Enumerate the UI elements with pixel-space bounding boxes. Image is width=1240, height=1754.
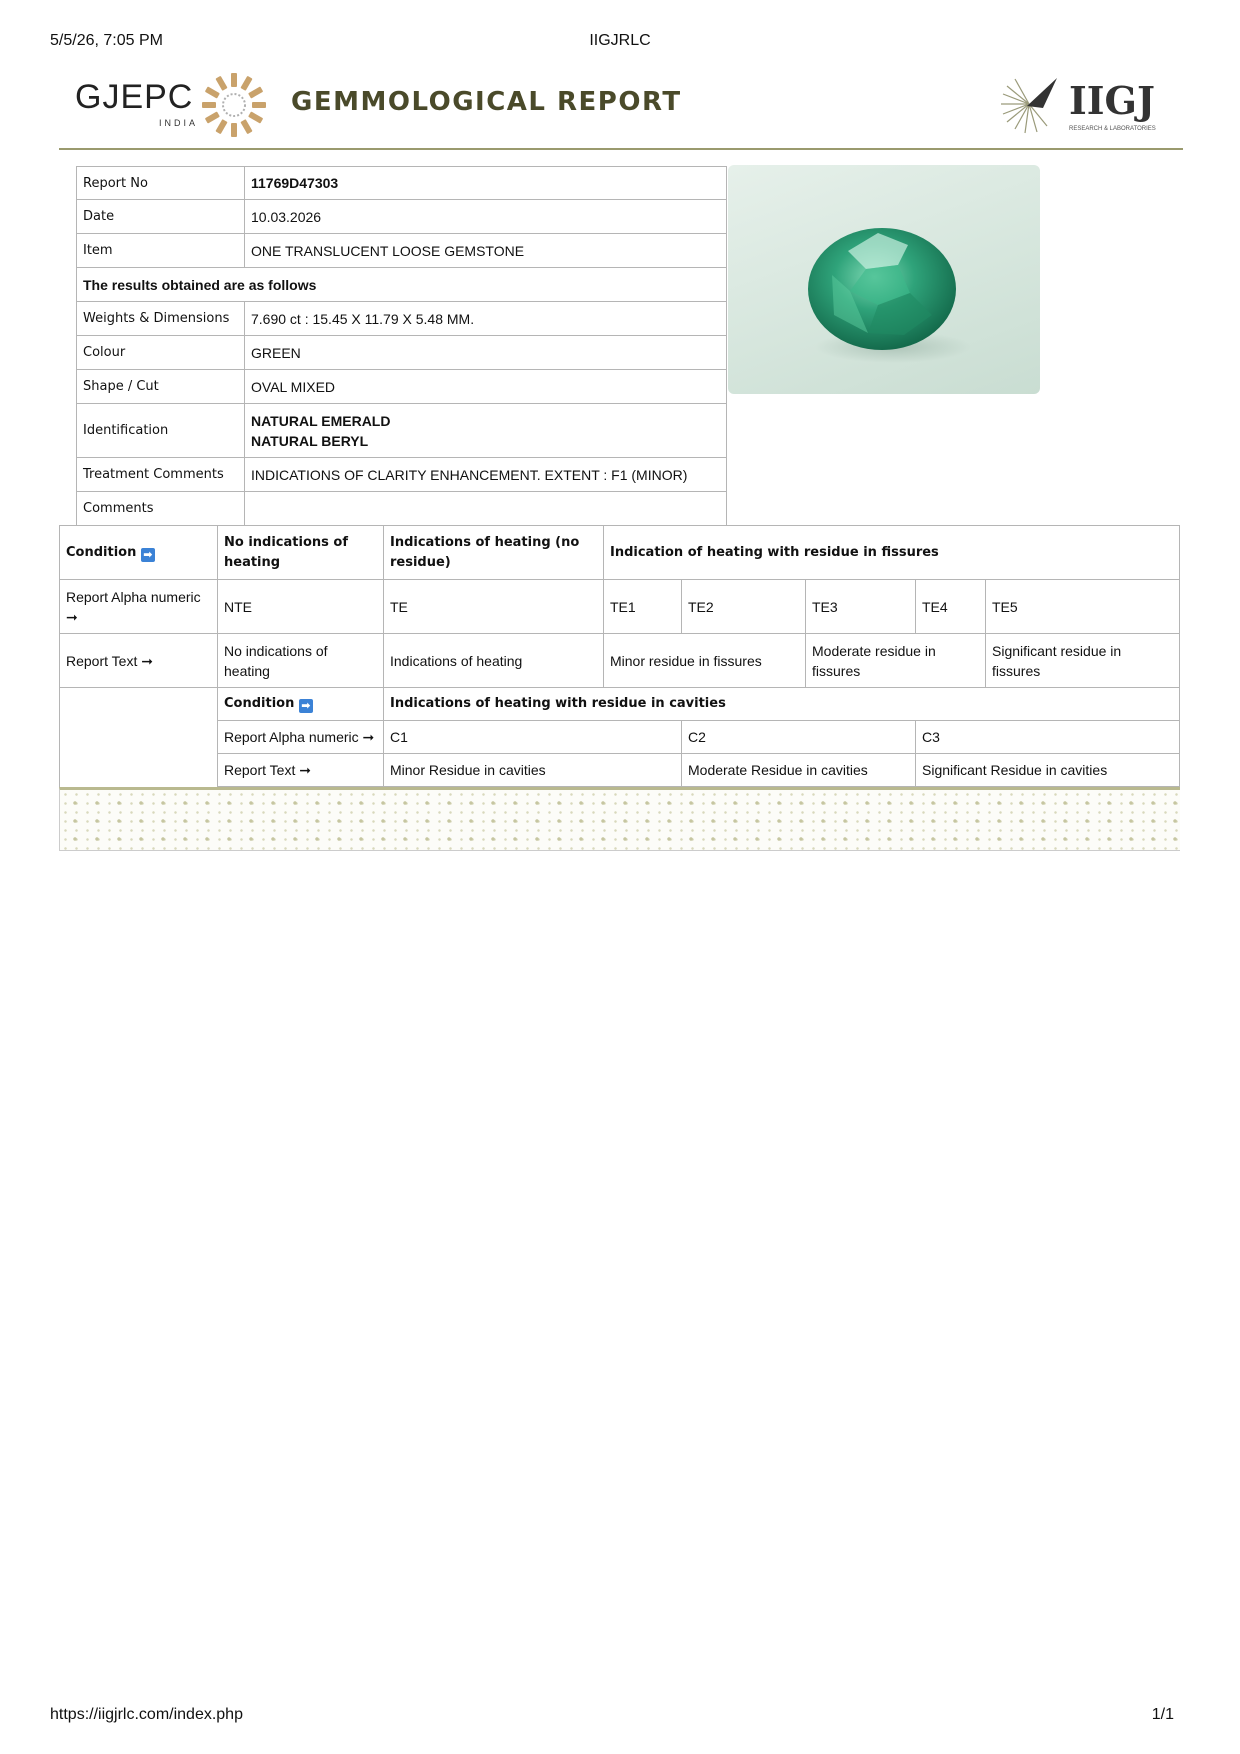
code-te3: TE3: [806, 580, 916, 634]
condition-te: Indications of heating (no residue): [384, 526, 604, 580]
arrow-right-icon: ➡: [141, 548, 155, 562]
table-row: [60, 688, 1180, 721]
condition-residue-cavities: Indications of heating with residue in cavities: [384, 688, 1180, 721]
text-te5: Significant residue in fissures: [986, 634, 1180, 688]
cavity-condition-label: [218, 688, 384, 721]
iigj-logo-text: IIGJ: [1069, 78, 1155, 123]
print-url[interactable]: https://iigjrlc.com/index.php: [50, 1706, 243, 1723]
print-datetime: 5/5/26, 7:05 PM: [50, 32, 163, 49]
text-te3-te4: Moderate residue in fissures: [806, 634, 986, 688]
item-value: ONE TRANSLUCENT LOOSE GEMSTONE: [245, 234, 727, 268]
table-row: [77, 167, 727, 200]
condition-reference-table: [59, 525, 1180, 787]
table-row: [60, 754, 1180, 787]
table-row: [77, 336, 727, 370]
text-te: Indications of heating: [384, 634, 604, 688]
treatment-label: Treatment Comments: [77, 458, 245, 492]
gjepc-logo-text: GJEPC: [75, 78, 194, 116]
shape-value: OVAL MIXED: [245, 370, 727, 404]
gjepc-logo-sub: INDIA: [159, 118, 199, 128]
table-row: [60, 634, 1180, 688]
text-nte: No indications of heating: [218, 634, 384, 688]
code-nte: NTE: [218, 580, 384, 634]
report-title: GEMMOLOGICAL REPORT: [291, 87, 682, 117]
print-header: [50, 32, 1190, 54]
code-c1: C1: [384, 721, 682, 754]
report-text-label: Report Text ➞: [60, 634, 218, 688]
identification-label: Identification: [77, 404, 245, 458]
alpha-numeric-label: Report Alpha numeric ➞: [60, 580, 218, 634]
treatment-value: INDICATIONS OF CLARITY ENHANCEMENT. EXTENT : F1 (MINOR): [245, 458, 727, 492]
table-row: [77, 370, 727, 404]
gjepc-sun-icon: [201, 72, 267, 138]
comments-label: Comments: [77, 492, 245, 526]
report-info-table: [76, 166, 727, 526]
table-row: [77, 458, 727, 492]
decorative-pattern-strip: [59, 787, 1180, 851]
condition-label: [60, 526, 218, 580]
code-te5: TE5: [986, 580, 1180, 634]
weights-value: 7.690 ct : 15.45 X 11.79 X 5.48 MM.: [245, 302, 727, 336]
print-footer: [50, 1706, 1190, 1728]
code-te4: TE4: [916, 580, 986, 634]
code-c2: C2: [682, 721, 916, 754]
condition-nte: No indications of heating: [218, 526, 384, 580]
date-label: Date: [77, 200, 245, 234]
table-row: [77, 492, 727, 526]
table-row: [77, 200, 727, 234]
item-label: Item: [77, 234, 245, 268]
table-row: [60, 526, 1180, 580]
code-te1: TE1: [604, 580, 682, 634]
text-c3: Significant Residue in cavities: [916, 754, 1180, 787]
date-value: 10.03.2026: [245, 200, 727, 234]
colour-label: Colour: [77, 336, 245, 370]
identification-line-1: NATURAL EMERALD: [251, 412, 391, 429]
colour-value: GREEN: [245, 336, 727, 370]
identification-line-2: NATURAL BERYL: [251, 432, 369, 449]
table-row: [77, 234, 727, 268]
comments-value: [245, 492, 727, 526]
gjepc-logo: [75, 70, 275, 140]
shape-label: Shape / Cut: [77, 370, 245, 404]
table-row: [77, 404, 727, 458]
table-row: [60, 721, 1180, 754]
print-title: IIGJRLC: [589, 32, 651, 49]
table-row: [77, 268, 727, 302]
page-number: 1/1: [1151, 1706, 1174, 1723]
code-te: TE: [384, 580, 604, 634]
condition-residue-fissures: Indication of heating with residue in fissures: [604, 526, 1180, 580]
code-te2: TE2: [682, 580, 806, 634]
weights-label: Weights & Dimensions: [77, 302, 245, 336]
condition-label-text: Condition: [66, 544, 137, 560]
iigj-logo-sub: RESEARCH & LABORATORIES: [1069, 126, 1156, 132]
letterhead: [59, 64, 1183, 150]
cavity-report-text-label: Report Text ➞: [218, 754, 384, 787]
arrow-right-icon: ➡: [299, 699, 313, 713]
report-no-label: Report No: [77, 167, 245, 200]
gemstone-photo: [728, 165, 1040, 394]
iigj-logo: [997, 68, 1177, 144]
report-no-value: 11769D47303: [245, 167, 727, 200]
cavity-condition-label-text: Condition: [224, 696, 295, 711]
emerald-image: [728, 165, 1040, 394]
text-c1: Minor Residue in cavities: [384, 754, 682, 787]
blank-cell: [60, 688, 218, 787]
cavity-alpha-numeric-label: Report Alpha numeric ➞: [218, 721, 384, 754]
results-heading: The results obtained are as follows: [77, 268, 727, 302]
text-c2: Moderate Residue in cavities: [682, 754, 916, 787]
identification-value: [245, 404, 727, 458]
table-row: [60, 580, 1180, 634]
table-row: [77, 302, 727, 336]
text-te1-te2: Minor residue in fissures: [604, 634, 806, 688]
code-c3: C3: [916, 721, 1180, 754]
